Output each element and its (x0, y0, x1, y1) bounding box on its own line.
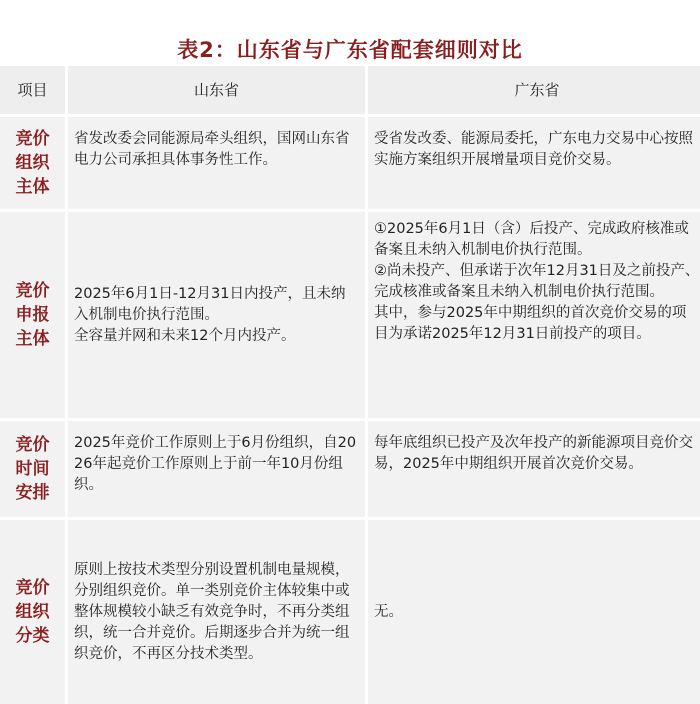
header-guangdong: 广东省 (368, 66, 700, 114)
row-label (0, 117, 65, 209)
row-label-text: 竞价组织分类 (15, 578, 50, 646)
shandong-text: 2025年6月1日-12月31日内投产，且未纳入机制电价执行范围。 (74, 285, 346, 323)
row-label (0, 212, 65, 418)
shandong-cell (68, 421, 365, 517)
row-label (0, 520, 65, 704)
header-shandong: 山东省 (68, 66, 365, 114)
guangdong-text: ②尚未投产、但承诺于次年12月31日及之前投产、完成核准或备案且未纳入机制电价执行范围。 (374, 263, 700, 300)
shandong-cell (68, 212, 365, 418)
guangdong-text: 其中，参与2025年中期组织的首次竞价交易的项目为承诺2025年12月31日前投产的项目。 (374, 305, 687, 342)
guangdong-cell (368, 421, 700, 517)
guangdong-text: 受省发改委、能源局委托，广东电力交易中心按照实施方案组织开展增量项目竞价交易。 (374, 131, 693, 168)
row-label-text: 竞价组织主体 (15, 129, 50, 197)
shandong-text: 原则上按技术类型分别设置机制电量规模，分别组织竞价。单一类别竞价主体较集中或整体规模较小缺乏有效竞争时，不再分类组织，统一合并竞价。后期逐步合并为统一组织竞价，不再区分技术类型。 (74, 561, 350, 662)
guangdong-cell (368, 212, 700, 418)
row-label-text: 竞价申报主体 (15, 281, 50, 349)
shandong-text: 省发改委会同能源局牵头组织，国网山东省电力公司承担具体事务性工作。 (74, 131, 350, 168)
shandong-cell (68, 520, 365, 704)
header-item: 项目 (0, 66, 65, 114)
shandong-text: 全容量并网和未来12个月内投产。 (74, 327, 296, 344)
comparison-table (0, 66, 700, 692)
guangdong-cell (368, 117, 700, 209)
row-label-text: 竞价时间安排 (15, 435, 50, 503)
guangdong-text: ①2025年6月1日（含）后投产、完成政府核准或备案且未纳入机制电价执行范围。 (374, 221, 689, 258)
guangdong-cell (368, 520, 700, 704)
row-label (0, 421, 65, 517)
table-title: 表2：山东省与广东省配套细则对比 (177, 38, 523, 62)
shandong-text: 2025年竞价工作原则上于6月份组织，自2026年起竞价工作原则上于前一年10月份组织。 (74, 435, 357, 493)
guangdong-text: 每年底组织已投产及次年投产的新能源项目竞价交易，2025年中期组织开展首次竞价交易。 (374, 435, 693, 472)
guangdong-text: 无。 (374, 603, 403, 620)
shandong-cell (68, 117, 365, 209)
